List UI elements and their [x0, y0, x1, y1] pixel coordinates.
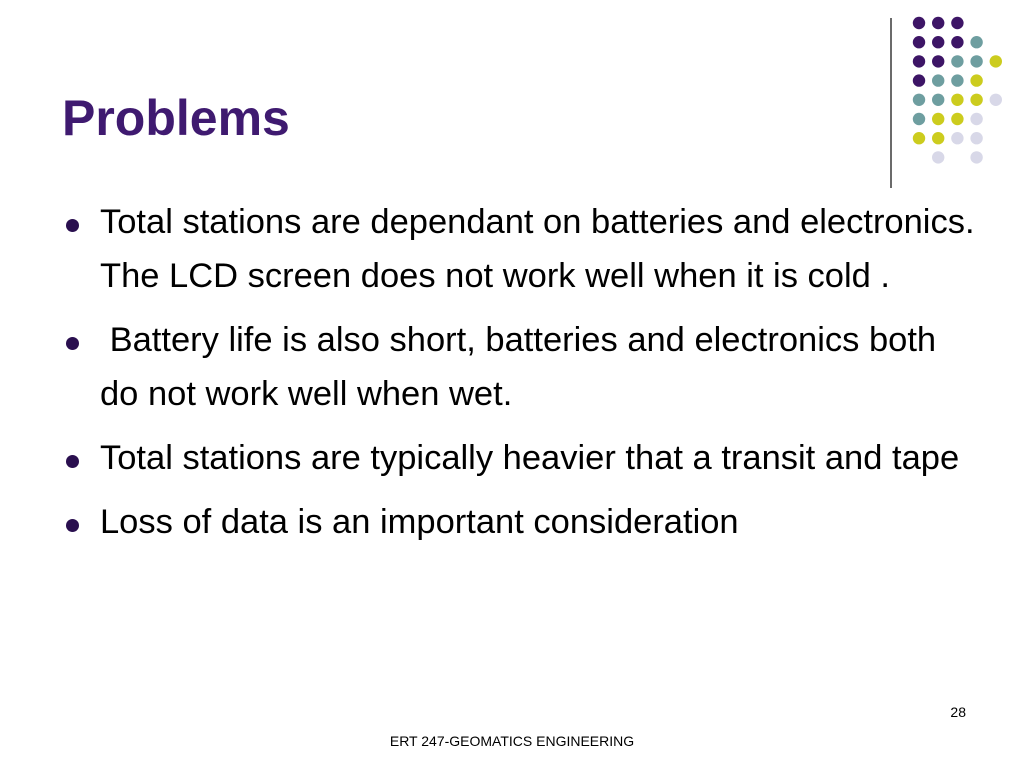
- decorative-dot: [951, 55, 963, 67]
- footer-text: ERT 247-GEOMATICS ENGINEERING: [389, 733, 635, 749]
- bullet-text: Total stations are typically heavier that a transit and tape: [100, 439, 960, 477]
- bullet-dot-icon: [66, 519, 79, 532]
- decorative-dot: [913, 55, 925, 67]
- decorative-dot: [990, 94, 1002, 106]
- decorative-dot: [951, 113, 963, 125]
- decorative-dot: [951, 132, 963, 144]
- decorative-dot-grid: [0, 0, 1024, 200]
- decorative-dot: [970, 113, 982, 125]
- decorative-dot: [932, 74, 944, 86]
- decorative-dot: [970, 55, 982, 67]
- decorative-dot: [913, 36, 925, 48]
- decorative-dot: [932, 113, 944, 125]
- decorative-dot: [970, 94, 982, 106]
- page-number: 28: [950, 704, 966, 720]
- bullet-dot-icon: [66, 455, 79, 468]
- bullet-item: [62, 495, 982, 549]
- decorative-dot: [932, 151, 944, 163]
- decorative-dot: [913, 94, 925, 106]
- bullet-list: [62, 195, 982, 559]
- decorative-dot: [932, 17, 944, 29]
- decorative-dot: [951, 36, 963, 48]
- bullet-dot-icon: [66, 219, 79, 232]
- bullet-item: [62, 195, 982, 303]
- bullet-item: [62, 313, 982, 421]
- decorative-dot: [970, 36, 982, 48]
- bullet-text: Total stations are dependant on batteries and electronics. The LCD screen does not work well when it is cold .: [100, 203, 984, 295]
- decorative-dot: [932, 55, 944, 67]
- decorative-dot: [932, 132, 944, 144]
- decorative-dot: [951, 94, 963, 106]
- decorative-dot: [913, 74, 925, 86]
- decorative-dot: [913, 113, 925, 125]
- bullet-dot-icon: [66, 337, 79, 350]
- bullet-text: Battery life is also short, batteries and electronics both do not work well when wet.: [100, 321, 946, 413]
- bullet-item: [62, 431, 982, 485]
- slide-title: Problems: [62, 90, 290, 146]
- decorative-dot: [951, 74, 963, 86]
- decorative-dot: [990, 55, 1002, 67]
- decorative-dot: [970, 151, 982, 163]
- decorative-dot: [951, 17, 963, 29]
- decorative-dot: [932, 36, 944, 48]
- decorative-dot: [913, 132, 925, 144]
- decorative-dot: [913, 17, 925, 29]
- decorative-dot: [932, 94, 944, 106]
- decorative-dot: [970, 74, 982, 86]
- bullet-text: Loss of data is an important consideration: [100, 503, 739, 541]
- decorative-dot: [970, 132, 982, 144]
